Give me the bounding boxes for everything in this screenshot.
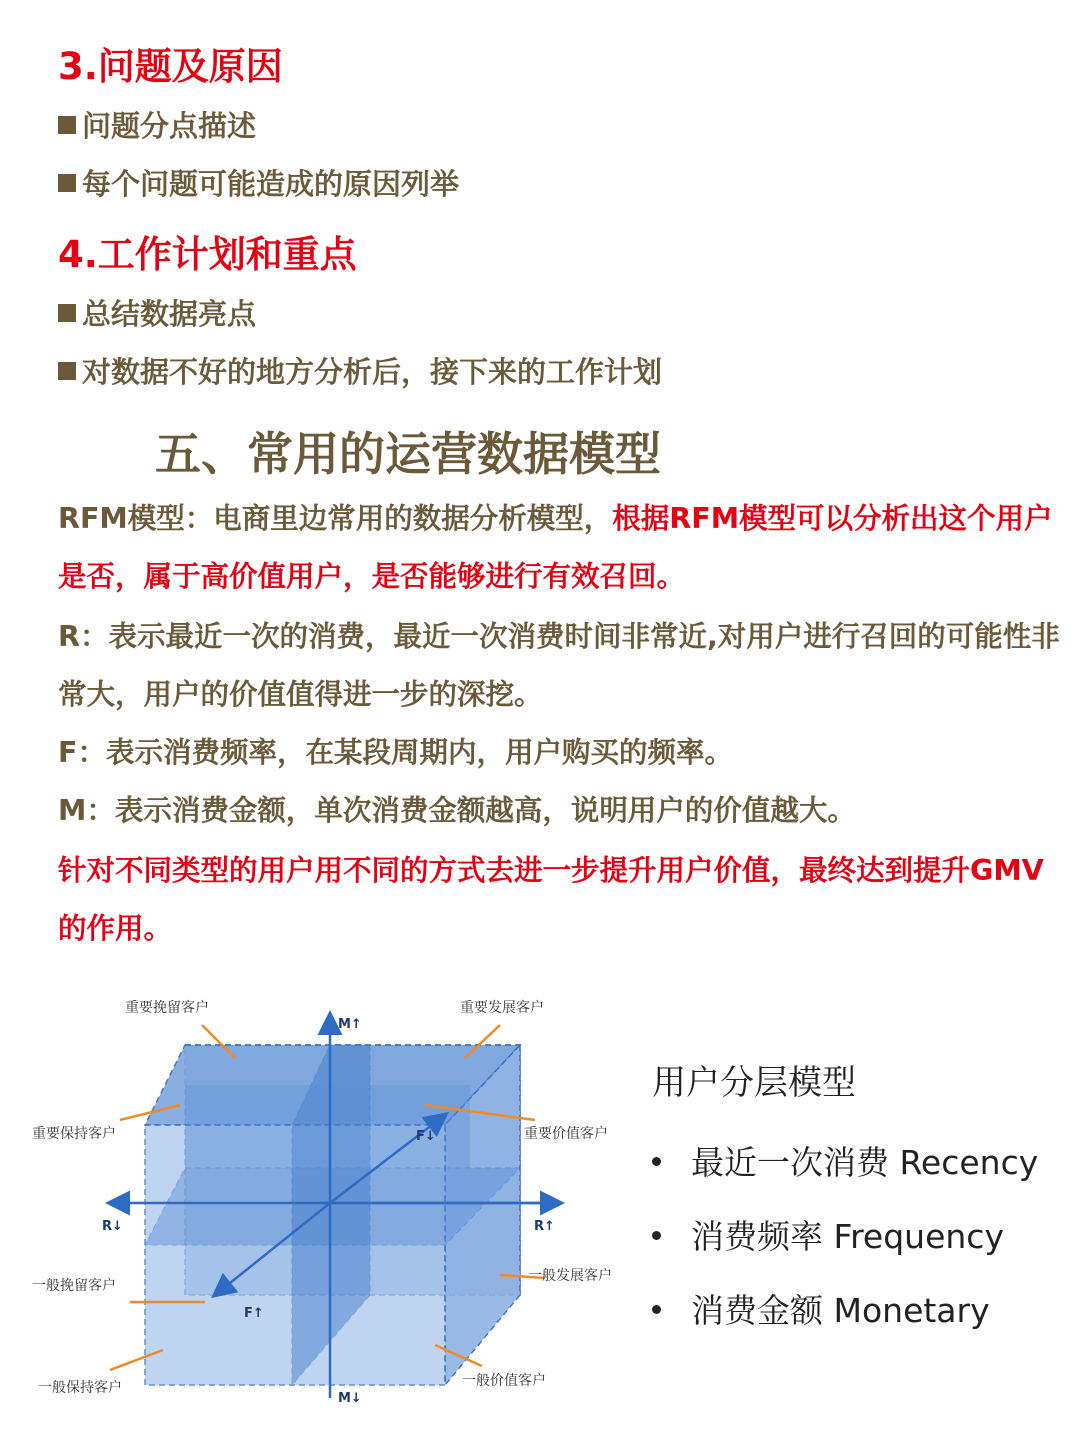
panel-item-frequency: 消费频率 Frequency xyxy=(652,1200,1038,1274)
f-up-label: F↑ xyxy=(244,1306,264,1321)
square-bullet-icon xyxy=(58,304,76,322)
bullet-dot-icon xyxy=(652,1157,661,1166)
f-description: F：表示消费频率，在某段周期内，用户购买的频率。 xyxy=(58,736,733,769)
panel-item-monetary: 消费金额 Monetary xyxy=(652,1274,1038,1348)
r-down-label: R↓ xyxy=(102,1219,123,1234)
section4-item-2: 对数据不好的地方分析后，接下来的工作计划 xyxy=(58,350,662,391)
conclusion-text: 针对不同类型的用户用不同的方式去进一步提升用户价值，最终达到提升GMV的作用。 xyxy=(58,854,1044,945)
label-general-value: 一般价值客户 xyxy=(462,1373,546,1389)
section4-item-1: 总结数据亮点 xyxy=(58,292,256,333)
bullet-dot-icon xyxy=(652,1231,661,1240)
label-general-retain: 一般挽留客户 xyxy=(32,1278,116,1294)
m-up-label: M↑ xyxy=(338,1017,362,1032)
f-down-label: F↓ xyxy=(416,1129,436,1144)
label-important-value: 重要价值客户 xyxy=(524,1126,608,1142)
section3-item-2: 每个问题可能造成的原因列举 xyxy=(58,162,459,203)
user-layer-model-panel xyxy=(652,1055,1038,1348)
square-bullet-icon xyxy=(58,116,76,134)
label-important-retain: 重要挽留客户 xyxy=(125,1000,209,1016)
label-general-develop: 一般发展客户 xyxy=(528,1268,612,1284)
bullet-dot-icon xyxy=(652,1305,661,1314)
r-up-label: R↑ xyxy=(534,1219,555,1234)
inner-block xyxy=(185,1085,470,1168)
rfm-cube-diagram xyxy=(30,990,640,1410)
label-general-keep: 一般保持客户 xyxy=(38,1380,122,1396)
square-bullet-icon xyxy=(58,362,76,380)
rfm-intro: RFM模型：电商里边常用的数据分析模型，根据RFM模型可以分析出这个用户是否，属于高价值用户，是否能够进行有效召回。 xyxy=(58,502,1053,593)
section3-heading: 3.问题及原因 xyxy=(58,45,283,88)
panel-item-recency: 最近一次消费 Recency xyxy=(652,1126,1038,1200)
section5-title: 五、常用的运营数据模型 xyxy=(155,427,661,481)
square-bullet-icon xyxy=(58,174,76,192)
label-important-develop: 重要发展客户 xyxy=(460,1000,544,1016)
m-description: M：表示消费金额，单次消费金额越高，说明用户的价值越大。 xyxy=(58,794,856,827)
label-important-keep: 重要保持客户 xyxy=(32,1126,116,1142)
r-description: R：表示最近一次的消费，最近一次消费时间非常近,对用户进行召回的可能性非常大，用户的价值值得进一步的深挖。 xyxy=(58,620,1060,711)
section4-heading: 4.工作计划和重点 xyxy=(58,233,357,276)
section3-item-1: 问题分点描述 xyxy=(58,104,256,145)
m-down-label: M↓ xyxy=(338,1391,362,1406)
panel-title: 用户分层模型 xyxy=(652,1063,856,1103)
